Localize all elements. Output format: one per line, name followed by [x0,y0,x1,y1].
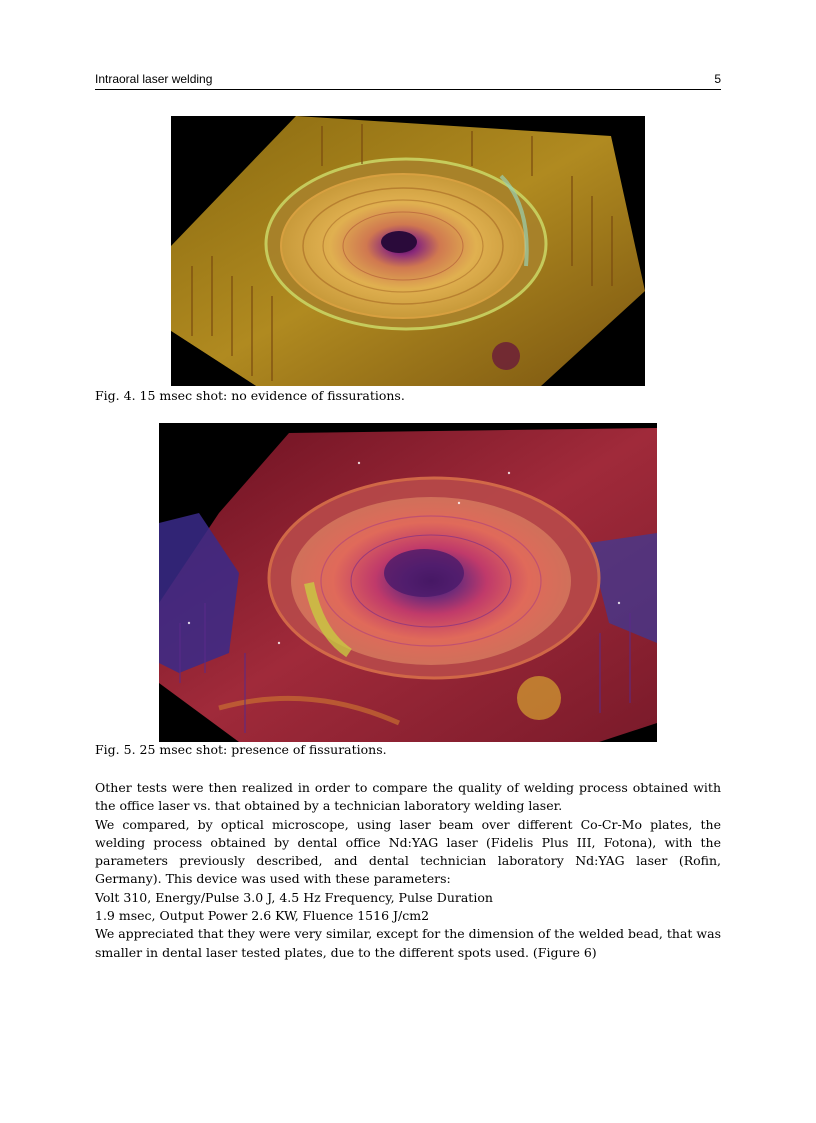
paragraph: We compared, by optical microscope, using laser beam over different Co-Cr-Mo plates, the welding process obtained by dental office Nd:YAG laser (Fidelis Plus III, Fotona), with the parameters previously described, and dental technician laboratory Nd:YAG laser (Rofin, Germany). This device was used with these parameters: [95,816,721,887]
figure-5-image [159,423,657,742]
paragraph: We appreciated that they were very similar, except for the dimension of the welded bead, that was smaller in dental laser tested plates, due to the different spots used. (Figure 6) [95,926,721,960]
figure-4-image [171,116,645,386]
body-text [95,779,721,962]
running-header-title: Intraoral laser welding [95,72,213,86]
figure-5-caption: Fig. 5. 25 msec shot: presence of fissurations. [95,742,387,757]
page-number: 5 [714,72,721,86]
figure-4-surface-plot [171,116,645,386]
paragraph: Other tests were then realized in order to compare the quality of welding process obtained with the office laser vs. that obtained by a technician laboratory welding laser. [95,780,721,814]
paragraph: Volt 310, Energy/Pulse 3.0 J, 4.5 Hz Frequency, Pulse Duration [95,889,493,905]
paragraph: 1.9 msec, Output Power 2.6 KW, Fluence 1516 J/cm2 [95,908,430,924]
running-header [95,72,721,90]
figure-4-caption: Fig. 4. 15 msec shot: no evidence of fissurations. [95,388,405,403]
figure-5-surface-plot [159,423,657,742]
